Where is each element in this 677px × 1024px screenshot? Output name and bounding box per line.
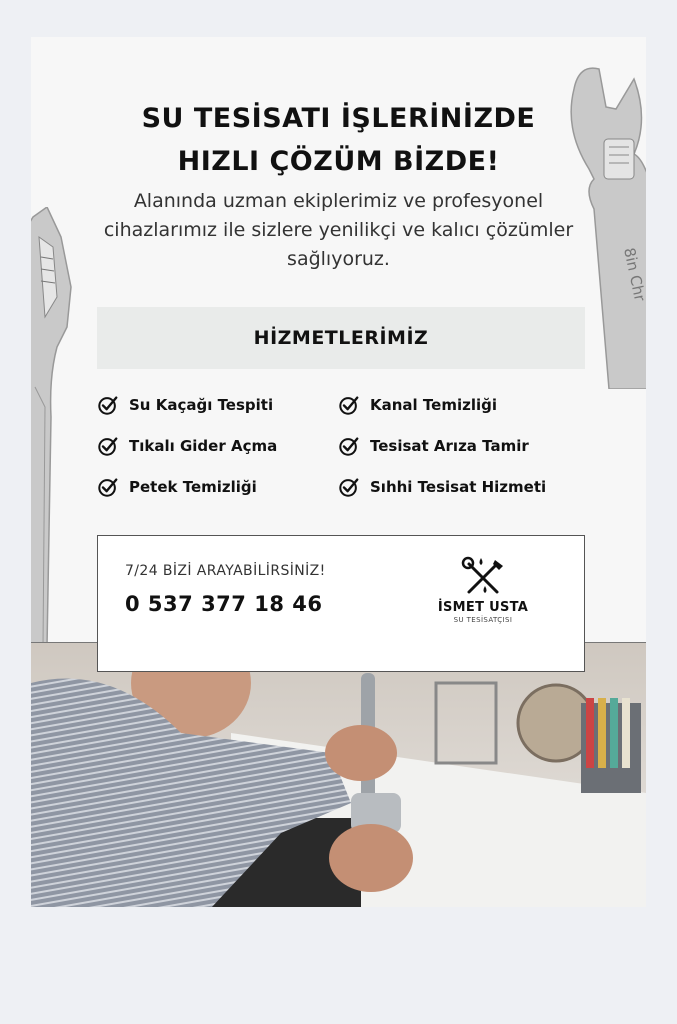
service-label: Tıkalı Gider Açma: [129, 437, 278, 455]
brand-logo: [428, 556, 538, 624]
service-item: [97, 392, 338, 418]
service-item: [97, 474, 338, 500]
crossed-tools-icon: [459, 556, 507, 598]
services-heading: HİZMETLERİMİZ: [97, 307, 585, 369]
check-icon: [338, 476, 360, 498]
availability-label: 7/24 BİZİ ARAYABİLİRSİNİZ!: [125, 563, 326, 579]
pliers-icon: [31, 207, 79, 647]
flyer-card: [31, 37, 649, 907]
service-item: [97, 433, 338, 459]
check-icon: [97, 394, 119, 416]
check-icon: [97, 476, 119, 498]
title-line-2: HIZLI ÇÖZÜM BİZDE!: [177, 146, 500, 177]
logo-subtitle: SU TESİSATÇISI: [453, 616, 513, 624]
check-icon: [97, 435, 119, 457]
phone-number[interactable]: 0 537 377 18 46: [125, 592, 323, 616]
logo-name: İSMET USTA: [437, 600, 529, 615]
contact-box: [97, 535, 585, 672]
service-label: Su Kaçağı Tespiti: [129, 396, 274, 414]
service-label: Petek Temizliği: [129, 478, 257, 496]
service-item: [338, 474, 585, 500]
service-item: [338, 392, 585, 418]
plumber-photo: [31, 642, 646, 907]
service-label: Kanal Temizliği: [370, 396, 497, 414]
service-item: [338, 433, 585, 459]
services-list: [97, 392, 585, 500]
check-icon: [338, 435, 360, 457]
page-title: [31, 97, 646, 183]
subtitle: Alanında uzman ekiplerimiz ve profesyonel cihazlarımız ile sizlere yenilikçi ve kalıcı çözümler sağlıyoruz.: [103, 190, 574, 270]
service-label: Sıhhi Tesisat Hizmeti: [370, 478, 547, 496]
check-icon: [338, 394, 360, 416]
title-line-1: SU TESİSATI İŞLERİNİZDE: [141, 103, 536, 134]
wrench-engraving: 8in Chr: [620, 246, 649, 303]
service-label: Tesisat Arıza Tamir: [370, 437, 529, 455]
